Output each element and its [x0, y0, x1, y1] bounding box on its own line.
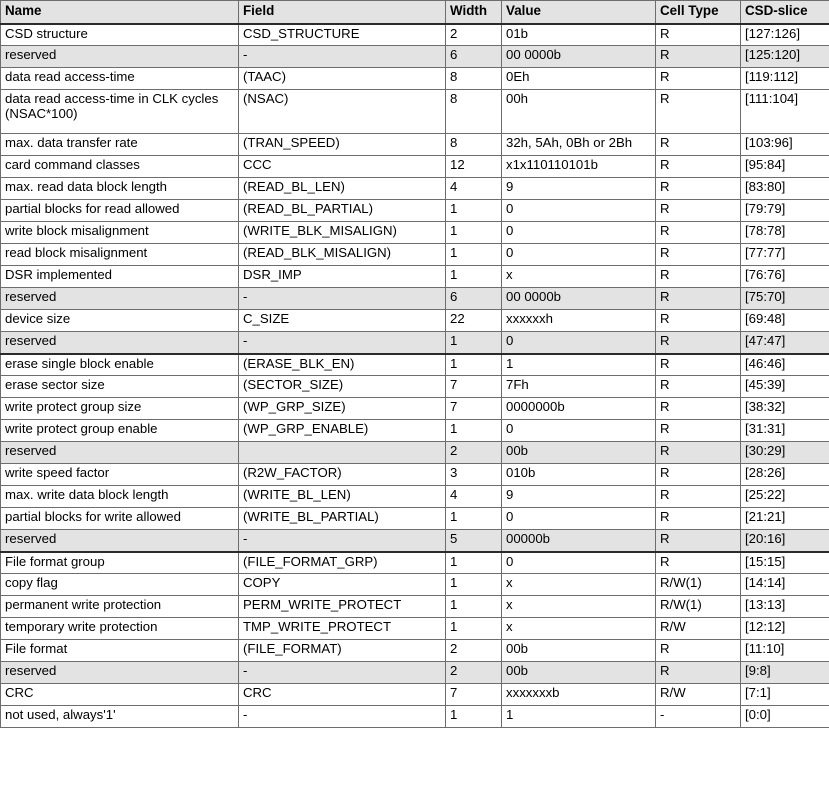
cell-value: 010b [502, 464, 656, 486]
cell-cell_type: R [656, 464, 741, 486]
cell-csd_slice: [15:15] [741, 552, 829, 574]
cell-cell_type: R [656, 244, 741, 266]
cell-name: reserved [1, 530, 239, 552]
table-row [1, 244, 829, 266]
table-row [1, 574, 829, 596]
cell-name: data read access-time in CLK cycles (NSAC*100) [1, 90, 239, 134]
table-row [1, 24, 829, 46]
cell-value: 0 [502, 508, 656, 530]
cell-csd_slice: [9:8] [741, 662, 829, 684]
cell-csd_slice: [45:39] [741, 376, 829, 398]
column-header-value: Value [502, 1, 656, 24]
cell-value: 0 [502, 244, 656, 266]
cell-field: - [239, 46, 446, 68]
cell-width: 1 [446, 266, 502, 288]
cell-csd_slice: [31:31] [741, 420, 829, 442]
cell-width: 7 [446, 684, 502, 706]
cell-value: 00h [502, 90, 656, 134]
cell-value: 1 [502, 706, 656, 728]
cell-width: 1 [446, 420, 502, 442]
cell-value: x [502, 574, 656, 596]
cell-value: xxxxxxh [502, 310, 656, 332]
cell-field: (FILE_FORMAT_GRP) [239, 552, 446, 574]
cell-value: 00 0000b [502, 288, 656, 310]
cell-cell_type: R [656, 398, 741, 420]
cell-field: - [239, 530, 446, 552]
cell-name: CRC [1, 684, 239, 706]
cell-cell_type: - [656, 706, 741, 728]
cell-value: 0 [502, 420, 656, 442]
cell-cell_type: R [656, 662, 741, 684]
cell-value: x [502, 266, 656, 288]
cell-width: 2 [446, 640, 502, 662]
cell-cell_type: R [656, 508, 741, 530]
cell-name: CSD structure [1, 24, 239, 46]
cell-cell_type: R [656, 222, 741, 244]
cell-width: 1 [446, 222, 502, 244]
cell-cell_type: R [656, 288, 741, 310]
cell-cell_type: R [656, 486, 741, 508]
cell-name: max. read data block length [1, 178, 239, 200]
cell-value: 32h, 5Ah, 0Bh or 2Bh [502, 134, 656, 156]
cell-name: File format group [1, 552, 239, 574]
table-row [1, 596, 829, 618]
cell-width: 3 [446, 464, 502, 486]
cell-field: (WRITE_BL_LEN) [239, 486, 446, 508]
cell-width: 2 [446, 662, 502, 684]
cell-value: x [502, 596, 656, 618]
cell-width: 1 [446, 706, 502, 728]
cell-cell_type: R/W(1) [656, 574, 741, 596]
column-header-csd-slice: CSD-slice [741, 1, 829, 24]
cell-name: reserved [1, 662, 239, 684]
cell-cell_type: R [656, 310, 741, 332]
cell-field: (READ_BL_PARTIAL) [239, 200, 446, 222]
table-row [1, 68, 829, 90]
cell-name: File format [1, 640, 239, 662]
cell-csd_slice: [69:48] [741, 310, 829, 332]
cell-cell_type: R [656, 640, 741, 662]
table-row [1, 376, 829, 398]
cell-csd_slice: [13:13] [741, 596, 829, 618]
cell-field: (SECTOR_SIZE) [239, 376, 446, 398]
cell-csd_slice: [75:70] [741, 288, 829, 310]
cell-width: 1 [446, 332, 502, 354]
table-row [1, 156, 829, 178]
cell-csd_slice: [119:112] [741, 68, 829, 90]
cell-width: 1 [446, 508, 502, 530]
table-row [1, 486, 829, 508]
table-row [1, 684, 829, 706]
cell-csd_slice: [12:12] [741, 618, 829, 640]
table-row [1, 288, 829, 310]
cell-value: 7Fh [502, 376, 656, 398]
cell-field: (READ_BL_LEN) [239, 178, 446, 200]
cell-width: 1 [446, 200, 502, 222]
cell-csd_slice: [21:21] [741, 508, 829, 530]
cell-width: 4 [446, 486, 502, 508]
cell-name: card command classes [1, 156, 239, 178]
cell-value: 9 [502, 178, 656, 200]
cell-field: CCC [239, 156, 446, 178]
cell-csd_slice: [20:16] [741, 530, 829, 552]
cell-value: 0 [502, 200, 656, 222]
cell-value: 0000000b [502, 398, 656, 420]
cell-field: (WP_GRP_ENABLE) [239, 420, 446, 442]
cell-field: COPY [239, 574, 446, 596]
cell-csd_slice: [127:126] [741, 24, 829, 46]
cell-value: 9 [502, 486, 656, 508]
column-header-width: Width [446, 1, 502, 24]
cell-field: (FILE_FORMAT) [239, 640, 446, 662]
cell-field: (NSAC) [239, 90, 446, 134]
cell-cell_type: R [656, 68, 741, 90]
table-row [1, 706, 829, 728]
table-row [1, 618, 829, 640]
cell-name: copy flag [1, 574, 239, 596]
cell-field: (WRITE_BL_PARTIAL) [239, 508, 446, 530]
cell-value: 00 0000b [502, 46, 656, 68]
cell-value: 0 [502, 552, 656, 574]
table-row [1, 508, 829, 530]
table-row [1, 90, 829, 134]
cell-cell_type: R [656, 200, 741, 222]
cell-csd_slice: [0:0] [741, 706, 829, 728]
cell-name: not used, always'1' [1, 706, 239, 728]
cell-csd_slice: [125:120] [741, 46, 829, 68]
cell-name: reserved [1, 46, 239, 68]
cell-name: write speed factor [1, 464, 239, 486]
cell-name: temporary write protection [1, 618, 239, 640]
column-header-cell-type: Cell Type [656, 1, 741, 24]
cell-cell_type: R/W [656, 684, 741, 706]
cell-value: x1x110110101b [502, 156, 656, 178]
cell-cell_type: R [656, 24, 741, 46]
cell-value: xxxxxxxb [502, 684, 656, 706]
cell-value: 00000b [502, 530, 656, 552]
table-row [1, 332, 829, 354]
cell-name: permanent write protection [1, 596, 239, 618]
cell-cell_type: R [656, 332, 741, 354]
cell-field: (TAAC) [239, 68, 446, 90]
cell-csd_slice: [78:78] [741, 222, 829, 244]
cell-name: partial blocks for write allowed [1, 508, 239, 530]
cell-width: 1 [446, 552, 502, 574]
cell-csd_slice: [79:79] [741, 200, 829, 222]
cell-cell_type: R [656, 530, 741, 552]
cell-name: reserved [1, 288, 239, 310]
cell-cell_type: R [656, 266, 741, 288]
table-row [1, 354, 829, 376]
cell-csd_slice: [7:1] [741, 684, 829, 706]
cell-field: (READ_BLK_MISALIGN) [239, 244, 446, 266]
cell-value: 0 [502, 222, 656, 244]
table-row [1, 662, 829, 684]
cell-width: 8 [446, 90, 502, 134]
table-row [1, 134, 829, 156]
cell-name: read block misalignment [1, 244, 239, 266]
cell-name: reserved [1, 332, 239, 354]
table-row [1, 464, 829, 486]
cell-width: 7 [446, 376, 502, 398]
cell-field: PERM_WRITE_PROTECT [239, 596, 446, 618]
cell-width: 22 [446, 310, 502, 332]
table-row [1, 640, 829, 662]
cell-csd_slice: [95:84] [741, 156, 829, 178]
cell-field: (WP_GRP_SIZE) [239, 398, 446, 420]
cell-csd_slice: [38:32] [741, 398, 829, 420]
cell-name: max. data transfer rate [1, 134, 239, 156]
cell-csd_slice: [28:26] [741, 464, 829, 486]
cell-width: 1 [446, 596, 502, 618]
cell-field: (ERASE_BLK_EN) [239, 354, 446, 376]
cell-name: reserved [1, 442, 239, 464]
cell-csd_slice: [30:29] [741, 442, 829, 464]
cell-cell_type: R [656, 134, 741, 156]
cell-field: (TRAN_SPEED) [239, 134, 446, 156]
cell-width: 7 [446, 398, 502, 420]
cell-name: write block misalignment [1, 222, 239, 244]
table-row [1, 46, 829, 68]
cell-width: 5 [446, 530, 502, 552]
cell-field: TMP_WRITE_PROTECT [239, 618, 446, 640]
cell-name: write protect group size [1, 398, 239, 420]
cell-cell_type: R [656, 90, 741, 134]
cell-name: partial blocks for read allowed [1, 200, 239, 222]
cell-name: max. write data block length [1, 486, 239, 508]
cell-cell_type: R [656, 46, 741, 68]
cell-csd_slice: [11:10] [741, 640, 829, 662]
cell-width: 12 [446, 156, 502, 178]
cell-width: 1 [446, 244, 502, 266]
cell-csd_slice: [83:80] [741, 178, 829, 200]
cell-value: x [502, 618, 656, 640]
cell-field: C_SIZE [239, 310, 446, 332]
cell-width: 1 [446, 354, 502, 376]
cell-width: 2 [446, 24, 502, 46]
table-body [1, 24, 829, 728]
cell-value: 0Eh [502, 68, 656, 90]
cell-csd_slice: [46:46] [741, 354, 829, 376]
table-row [1, 200, 829, 222]
cell-cell_type: R [656, 178, 741, 200]
cell-width: 6 [446, 288, 502, 310]
cell-csd_slice: [14:14] [741, 574, 829, 596]
cell-csd_slice: [103:96] [741, 134, 829, 156]
cell-field: - [239, 332, 446, 354]
cell-field: CSD_STRUCTURE [239, 24, 446, 46]
cell-csd_slice: [77:77] [741, 244, 829, 266]
table-header-row [1, 1, 829, 24]
cell-value: 0 [502, 332, 656, 354]
cell-width: 2 [446, 442, 502, 464]
cell-value: 00b [502, 662, 656, 684]
table-row [1, 178, 829, 200]
cell-name: erase sector size [1, 376, 239, 398]
cell-width: 6 [446, 46, 502, 68]
cell-field: (WRITE_BLK_MISALIGN) [239, 222, 446, 244]
cell-field: (R2W_FACTOR) [239, 464, 446, 486]
cell-cell_type: R [656, 376, 741, 398]
cell-name: write protect group enable [1, 420, 239, 442]
cell-width: 4 [446, 178, 502, 200]
cell-width: 8 [446, 134, 502, 156]
cell-cell_type: R/W [656, 618, 741, 640]
cell-width: 1 [446, 574, 502, 596]
cell-name: DSR implemented [1, 266, 239, 288]
cell-csd_slice: [25:22] [741, 486, 829, 508]
cell-field: - [239, 288, 446, 310]
cell-cell_type: R [656, 354, 741, 376]
cell-cell_type: R [656, 156, 741, 178]
cell-field [239, 442, 446, 464]
table-row [1, 552, 829, 574]
table-row [1, 398, 829, 420]
cell-name: data read access-time [1, 68, 239, 90]
table-row [1, 222, 829, 244]
cell-value: 00b [502, 640, 656, 662]
table-header [1, 1, 829, 24]
cell-cell_type: R [656, 420, 741, 442]
table-row [1, 266, 829, 288]
cell-value: 1 [502, 354, 656, 376]
cell-csd_slice: [47:47] [741, 332, 829, 354]
cell-value: 00b [502, 442, 656, 464]
cell-field: DSR_IMP [239, 266, 446, 288]
cell-value: 01b [502, 24, 656, 46]
table-row [1, 310, 829, 332]
column-header-name: Name [1, 1, 239, 24]
table-row [1, 530, 829, 552]
cell-cell_type: R [656, 552, 741, 574]
cell-name: device size [1, 310, 239, 332]
cell-field: - [239, 706, 446, 728]
cell-width: 1 [446, 618, 502, 640]
cell-cell_type: R [656, 442, 741, 464]
cell-field: - [239, 662, 446, 684]
cell-cell_type: R/W(1) [656, 596, 741, 618]
cell-csd_slice: [111:104] [741, 90, 829, 134]
cell-name: erase single block enable [1, 354, 239, 376]
cell-csd_slice: [76:76] [741, 266, 829, 288]
table-row [1, 442, 829, 464]
column-header-field: Field [239, 1, 446, 24]
cell-width: 8 [446, 68, 502, 90]
table-row [1, 420, 829, 442]
cell-field: CRC [239, 684, 446, 706]
